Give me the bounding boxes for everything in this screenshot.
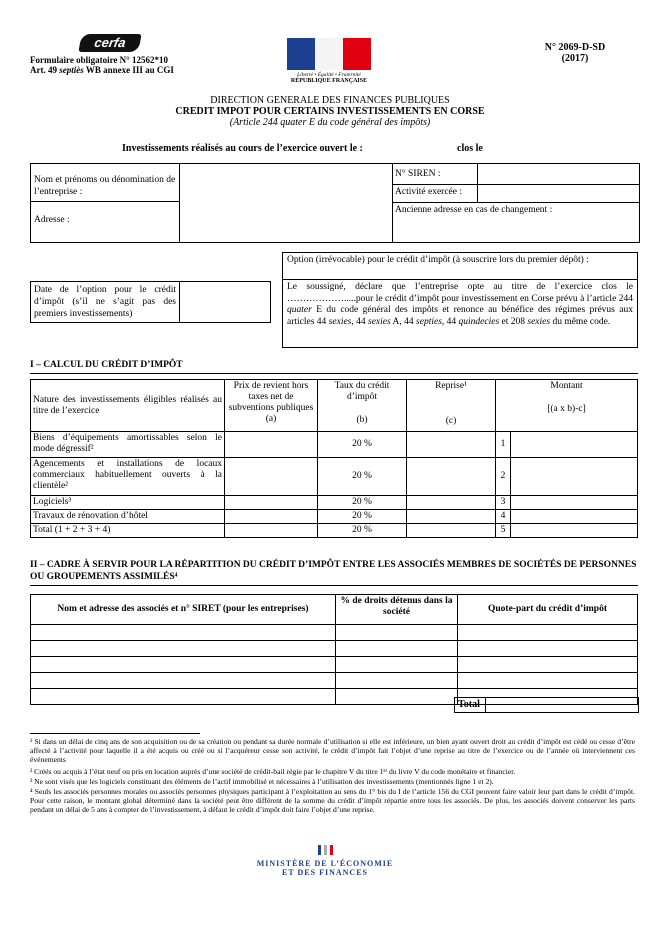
prix-input[interactable] bbox=[225, 510, 318, 524]
siren-field[interactable] bbox=[478, 165, 638, 183]
prix-input[interactable] bbox=[225, 524, 318, 538]
reprise-input[interactable] bbox=[407, 458, 496, 496]
page-subtitle: (Article 244 quater E du code général des impôts) bbox=[229, 117, 431, 128]
table-row bbox=[31, 641, 638, 657]
activity-field[interactable] bbox=[478, 185, 638, 201]
prix-input[interactable] bbox=[225, 432, 318, 458]
reprise-input[interactable] bbox=[407, 496, 496, 510]
associate-name-input[interactable] bbox=[31, 625, 336, 641]
col-name-header: Nom et adresse des associés et n° SIRET (pour les entreprises) bbox=[31, 595, 336, 625]
associate-name-input[interactable] bbox=[31, 657, 336, 673]
col-prix-header: Prix de revient hors taxes net de subventions publiques bbox=[228, 381, 314, 413]
table-row bbox=[31, 432, 638, 458]
associate-name-input[interactable] bbox=[31, 641, 336, 657]
republic-name: RÉPUBLIQUE FRANÇAISE bbox=[290, 78, 368, 84]
ministry-logo bbox=[245, 845, 405, 877]
rate-value: 20 % bbox=[318, 496, 407, 510]
associate-share-input[interactable] bbox=[458, 657, 638, 673]
table-row bbox=[31, 673, 638, 689]
col-prix-sub: (a) bbox=[265, 414, 277, 424]
montant-input[interactable] bbox=[511, 458, 638, 496]
montant-input[interactable] bbox=[511, 524, 638, 538]
footnote-2: ² Créés ou acquis à l’état neuf ou pris en location auprès d’une société de crédit-bail régie par le chapitre V du titre 1ᵉʳ du livre V du code monétaire et financier. bbox=[30, 767, 516, 776]
form-reference bbox=[30, 55, 174, 75]
footnote-1: ¹ Si dans un délai de cinq ans de son acquisition ou de sa création ou pendant sa durée normale d’utilisation si elle est inférieure, un bien ayant ouvert droit au crédit d’impôt est cédé ou cesse d’être affecté à l’activité pour laquelle il a été acquis ou créé ou si l’acquéreur cesse son activité, le crédit d’impôt fait l’objet d’une reprise au titre de l’exercice ou de l’année où interviennent ces événements bbox=[30, 737, 635, 764]
associate-pct-input[interactable] bbox=[336, 673, 458, 689]
form-year: (2017) bbox=[561, 53, 589, 64]
col-share-header: Quote-part du crédit d’impôt bbox=[458, 595, 638, 625]
col-reprise-header: Reprise¹ bbox=[435, 381, 467, 391]
col-montant-header: Montant bbox=[550, 381, 583, 391]
section2-title: II – CADRE À SERVIR POUR LA RÉPARTITION DU CRÉDIT D’IMPÔT ENTRE LES ASSOCIÉS MEMBRES DE SOCIÉTÉS DE PERSONNES OU GROUPEMENTS ASSIMILÉS⁴ bbox=[30, 560, 637, 582]
cerfa-logo: cerfa bbox=[78, 34, 141, 52]
rate-value: 20 % bbox=[318, 510, 407, 524]
company-name-field[interactable] bbox=[180, 165, 390, 240]
col-reprise-sub: (c) bbox=[445, 416, 457, 426]
form-line1: Formulaire obligatoire N° 12562*10 bbox=[30, 55, 169, 65]
page-title: CREDIT IMPOT POUR CERTAINS INVESTISSEMENTS EN CORSE bbox=[175, 106, 485, 117]
footnote-3: ³ Ne sont visés que les logiciels constituant des éléments de l’actif immobilisé et nécessaires à l’utilisation des investissements (mentionnés ligne 1 et 2). bbox=[30, 777, 494, 786]
rate-value: 20 % bbox=[318, 458, 407, 496]
option-date-label: Date de l’option pour le crédit d’impôt (s’il ne s’agit pas des premiers investissements) bbox=[34, 285, 176, 319]
montant-input[interactable] bbox=[511, 510, 638, 524]
form-line2: Art. 49 septiès WB annexe III au CGI bbox=[30, 65, 174, 75]
option-box bbox=[282, 252, 638, 348]
footnote-4: ⁴ Seuls les associés personnes morales ou associés personnes physiques participant à l’exploitation au sens du 1° bis du I de l’article 156 du CGI peuvent faire valoir leur part dans le crédit d’impôt. Pour cette raison, le montant global déterminé dans la société peut être différent de la somme du crédit d’impôt répartie entre tous les associés. De plus, les associés doivent conserver les parts pendant un délai de 5 ans à compter de l’investissement, à défaut le crédit d’impôt doit faire l’objet d’une reprise. bbox=[30, 787, 635, 814]
col-taux-header: Taux du crédit d’impôt bbox=[334, 381, 390, 402]
reprise-input[interactable] bbox=[407, 510, 496, 524]
col-taux-sub: (b) bbox=[356, 415, 368, 425]
rate-value: 20 % bbox=[318, 432, 407, 458]
associate-share-input[interactable] bbox=[458, 625, 638, 641]
direction-title: DIRECTION GENERALE DES FINANCES PUBLIQUES bbox=[210, 95, 450, 106]
option-declaration: Le soussigné, déclare que l’entreprise opte au titre de l’exercice clos le ……………….....pour le crédit d’impôt pour investissement en Corse prévu à l’article 244 quater E du code général des impôts et renonce au bénéfice des régimes prévus aux articles 44 sexies, 44 sexies A, 44 septies, 44 quindecies et 208 sexies du même code. bbox=[287, 282, 633, 327]
rate-value: 20 % bbox=[318, 524, 407, 538]
associate-share-input[interactable] bbox=[458, 641, 638, 657]
ministry-stripes-icon bbox=[245, 845, 405, 855]
table-header-row bbox=[31, 380, 638, 432]
total-label: Total bbox=[458, 699, 480, 710]
line-number: 5 bbox=[496, 524, 511, 538]
ministry-line1: MINISTÈRE DE L’ÉCONOMIE bbox=[256, 859, 394, 868]
col-nature-header: Nature des investissements éligibles réalisés au titre de l’exercice bbox=[33, 394, 222, 416]
credit-calculation-table bbox=[30, 379, 638, 538]
associate-pct-input[interactable] bbox=[336, 625, 458, 641]
republique-francaise-logo bbox=[287, 38, 371, 84]
row-label: Logiciels³ bbox=[31, 496, 225, 510]
row-label: Total (1 + 2 + 3 + 4) bbox=[31, 524, 225, 538]
associate-pct-input[interactable] bbox=[336, 641, 458, 657]
option-header: Option (irrévocable) pour le crédit d’impôt (à souscrire lors du premier dépôt) : bbox=[287, 255, 589, 265]
line-number: 1 bbox=[496, 432, 511, 458]
activity-label: Activité exercée : bbox=[395, 187, 462, 197]
footnote-separator bbox=[30, 733, 200, 734]
associate-pct-input[interactable] bbox=[336, 689, 458, 705]
row-label: Biens d’équipements amortissables selon le mode dégressif² bbox=[31, 432, 225, 458]
associate-share-input[interactable] bbox=[458, 673, 638, 689]
section1-title: I – CALCUL DU CRÉDIT D’IMPÔT bbox=[30, 360, 183, 370]
form-number: N° 2069-D-SD bbox=[544, 42, 606, 53]
associate-name-input[interactable] bbox=[31, 673, 336, 689]
row-label: Agencements et installations de locaux commerciaux habituellement ouverts à la clientèle² bbox=[31, 458, 225, 496]
prix-input[interactable] bbox=[225, 458, 318, 496]
identity-table bbox=[30, 163, 640, 243]
address-label: Adresse : bbox=[34, 215, 70, 225]
option-date-field[interactable] bbox=[180, 283, 268, 321]
period-close-label: clos le bbox=[457, 143, 483, 154]
ministry-line2: ET DES FINANCES bbox=[282, 868, 368, 877]
line-number: 4 bbox=[496, 510, 511, 524]
old-address-label: Ancienne adresse en cas de changement : bbox=[395, 205, 553, 215]
table-row bbox=[31, 625, 638, 641]
title-block bbox=[130, 95, 530, 128]
associate-pct-input[interactable] bbox=[336, 657, 458, 673]
line-number: 3 bbox=[496, 496, 511, 510]
associate-name-input[interactable] bbox=[31, 689, 336, 705]
montant-input[interactable] bbox=[511, 496, 638, 510]
period-open-label: Investissements réalisés au cours de l’exercice ouvert le : bbox=[122, 143, 363, 154]
prix-input[interactable] bbox=[225, 496, 318, 510]
total-input[interactable] bbox=[486, 698, 636, 712]
marianne-flag-icon bbox=[287, 38, 371, 70]
table-header-row bbox=[31, 595, 638, 625]
republic-motto: Liberté • Égalité • Fraternité bbox=[297, 72, 361, 78]
table-row bbox=[31, 657, 638, 673]
montant-input[interactable] bbox=[511, 432, 638, 458]
reprise-input[interactable] bbox=[407, 524, 496, 538]
table-row-total bbox=[31, 524, 638, 538]
col-pct-header: % de droits détenus dans la société bbox=[336, 595, 458, 625]
table-row bbox=[31, 496, 638, 510]
table-row bbox=[31, 458, 638, 496]
col-montant-sub: [(a x b)-c] bbox=[547, 404, 586, 414]
table-row bbox=[31, 510, 638, 524]
associates-table bbox=[30, 594, 638, 705]
reprise-input[interactable] bbox=[407, 432, 496, 458]
form-number-block bbox=[530, 42, 620, 64]
siren-label: N° SIREN : bbox=[395, 169, 441, 179]
total-box bbox=[454, 697, 639, 713]
line-number: 2 bbox=[496, 458, 511, 496]
row-label: Travaux de rénovation d’hôtel bbox=[31, 510, 225, 524]
option-date-box bbox=[30, 281, 271, 323]
company-name-label: Nom et prénoms ou dénomination de l’entreprise : bbox=[34, 175, 176, 197]
